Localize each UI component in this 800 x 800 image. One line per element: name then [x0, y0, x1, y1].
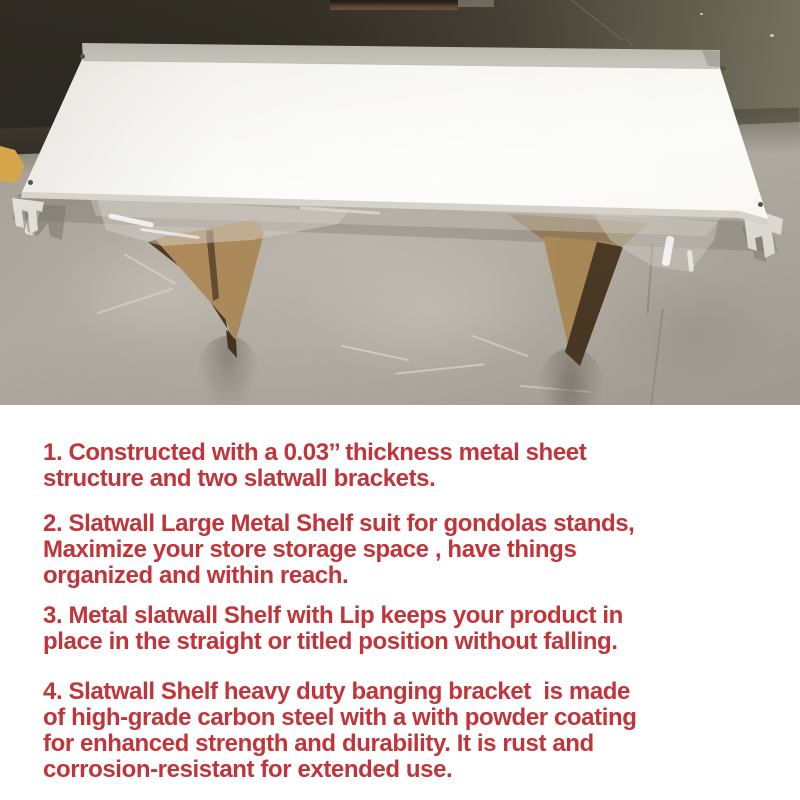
feature-text-line: 2. Slatwall Large Metal Shelf suit for gondolas stands, [43, 510, 635, 537]
floor-stain [600, 270, 780, 390]
background-object [458, 0, 494, 7]
feature-text-line: 4. Slatwall Shelf heavy duty banging bracket is made [43, 678, 630, 705]
floor-debris-speck [700, 13, 703, 15]
feature-item-2 [43, 511, 770, 589]
feature-item-4 [43, 679, 770, 783]
feature-text-line: organized and within reach. [43, 562, 349, 589]
feature-text-line: structure and two slatwall brackets. [43, 465, 436, 492]
feature-text-line: for enhanced strength and durability. It is rust and [43, 730, 594, 757]
feature-text-line: 3. Metal slatwall Shelf with Lip keeps your product in [43, 602, 623, 629]
floor-debris-speck [770, 34, 774, 37]
feature-item-3 [43, 603, 770, 655]
floor-stain [300, 240, 560, 380]
product-description [0, 405, 800, 800]
feature-text-line: of high-grade carbon steel with a with powder coating [43, 704, 637, 731]
shelf-mounting-hole [721, 66, 726, 71]
shelf-mounting-hole [758, 202, 763, 207]
shelf-mounting-hole [80, 54, 85, 59]
feature-text-line: 1. Constructed with a 0.03’’ thickness metal sheet [43, 439, 587, 466]
feature-text-line: corrosion-resistant for extended use. [43, 756, 453, 783]
feature-item-1 [43, 440, 770, 492]
background-box-edge [330, 0, 458, 10]
shelf-mounting-hole [28, 180, 33, 185]
feature-text-line: Maximize your store storage space , have things [43, 536, 577, 563]
feature-text-line: place in the straight or titled position without falling. [43, 628, 618, 655]
